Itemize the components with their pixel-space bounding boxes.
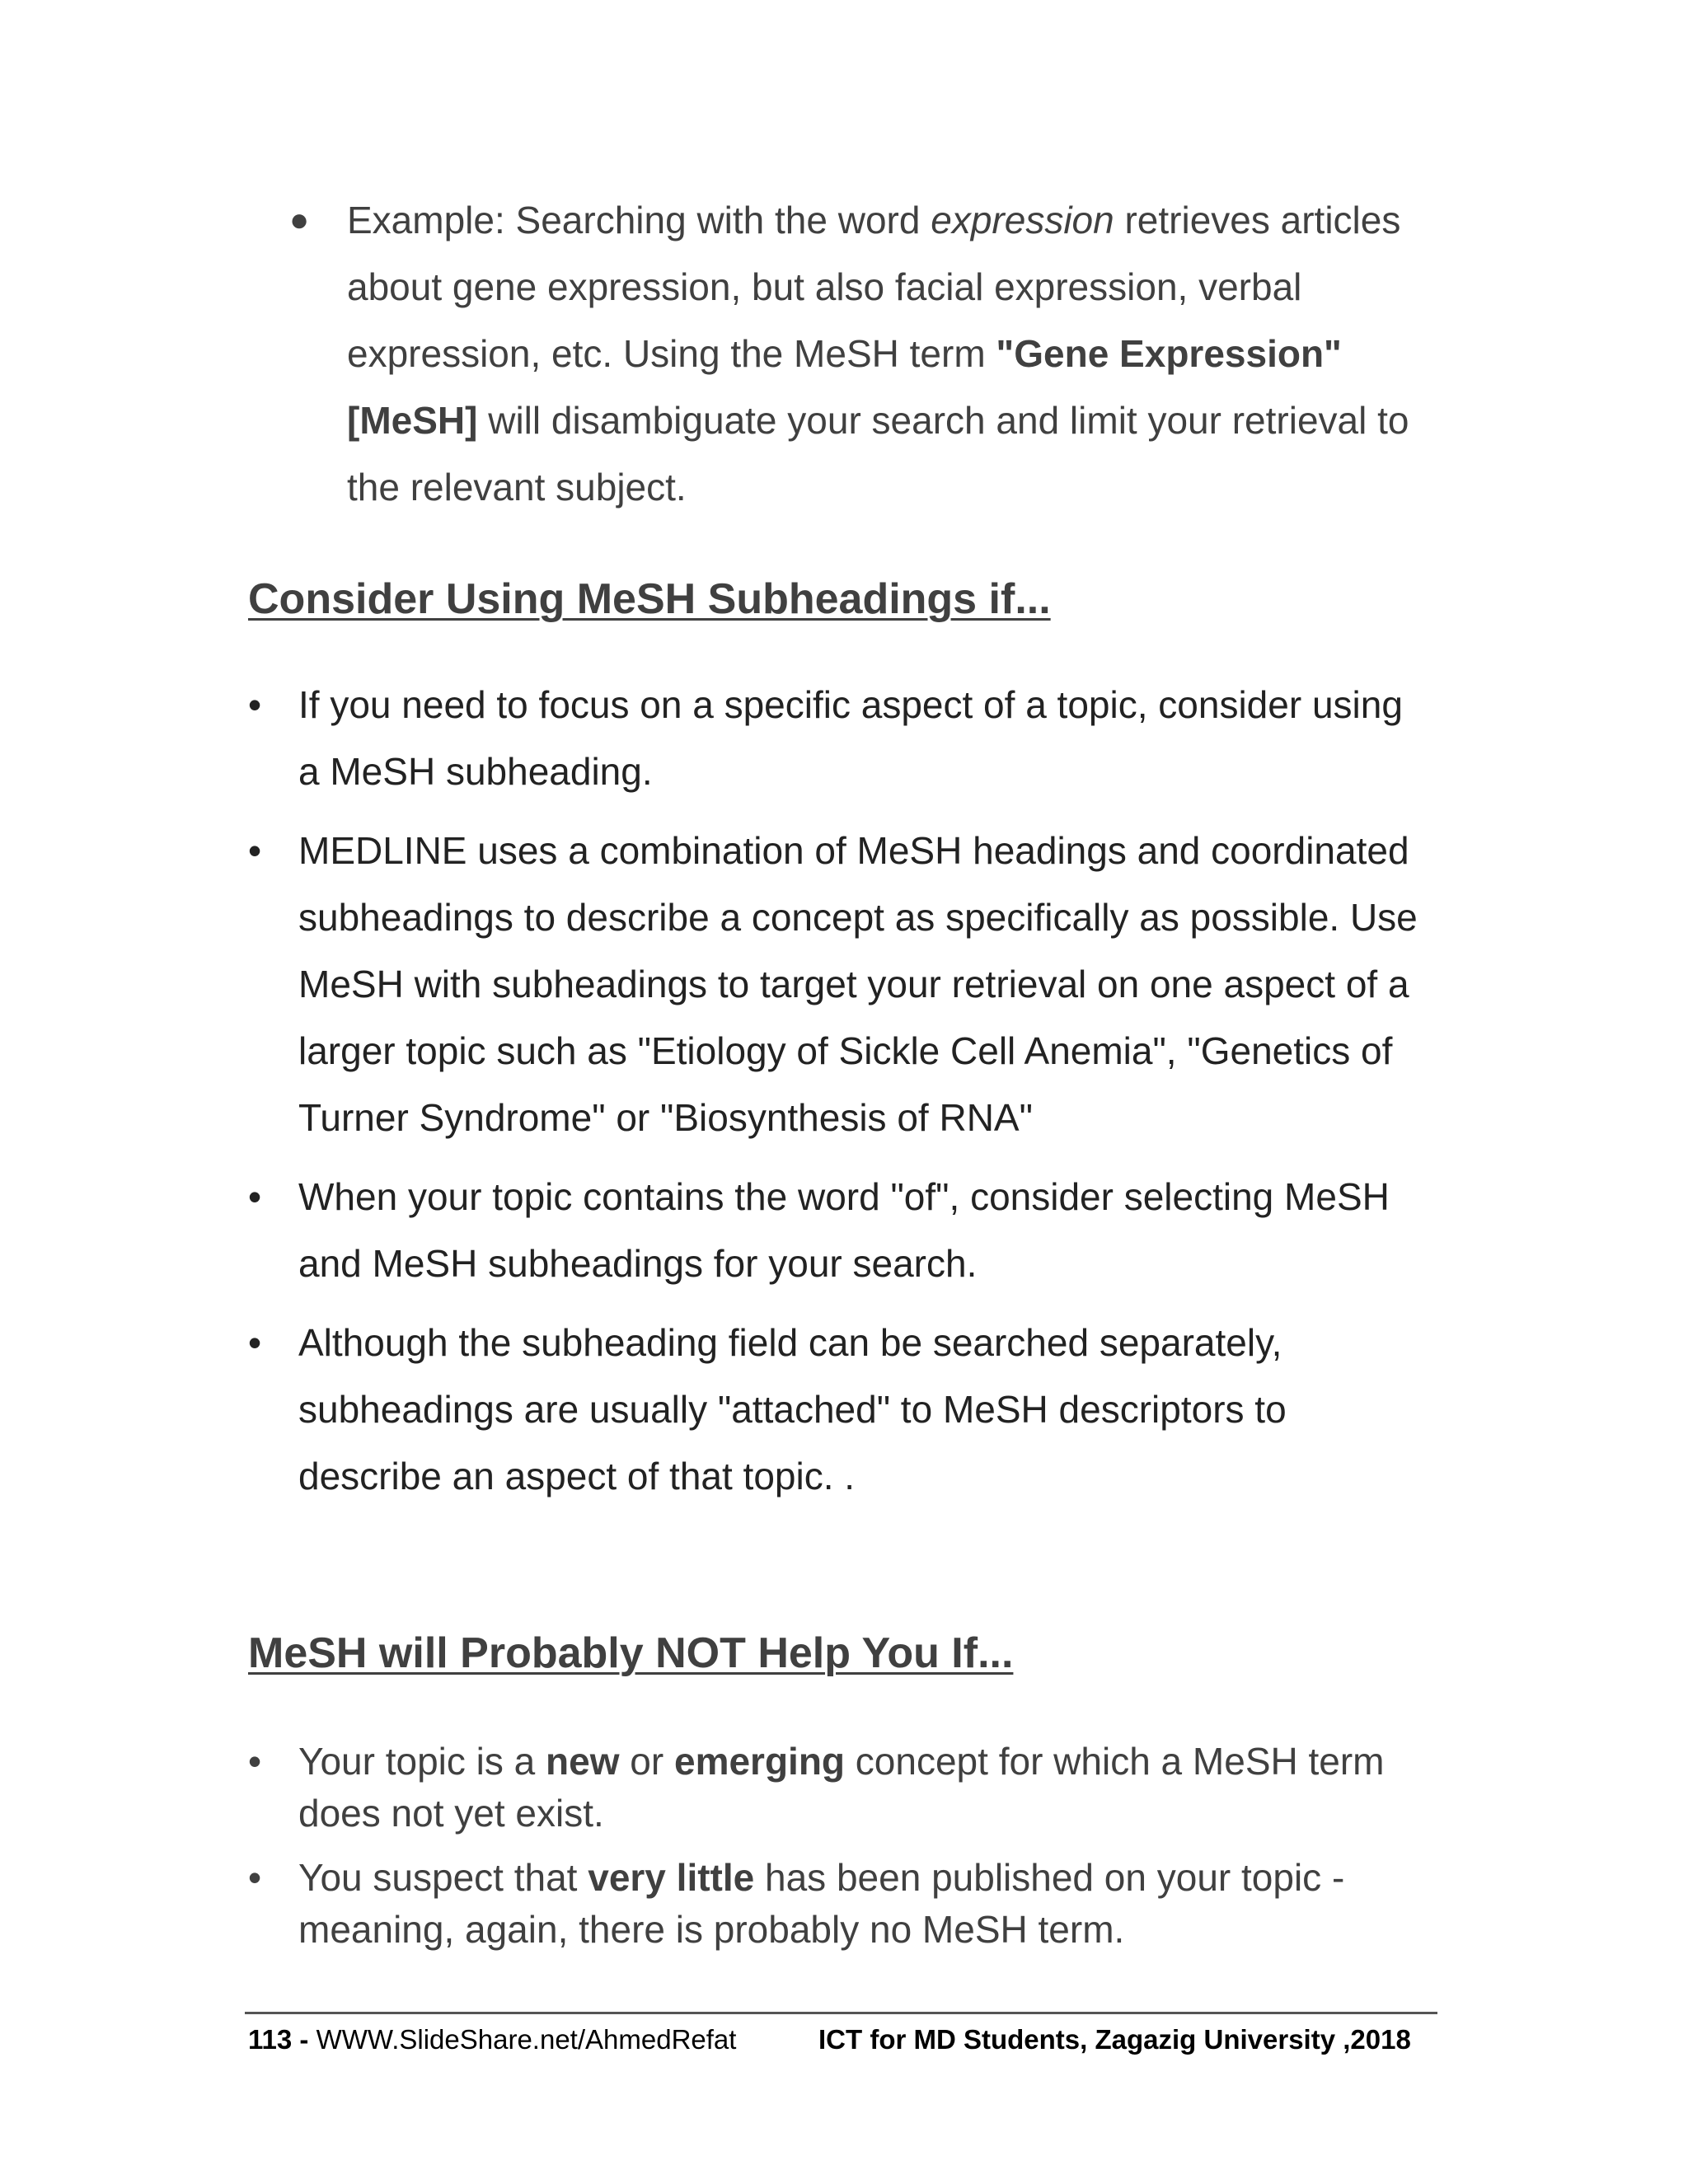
bullet-icon: • [248,683,262,726]
example-text: retrieves articles about gene expression, but also facial expression, verbal expression, etc. Using the MeSH term [347,199,1401,375]
example-italic-word: expression [931,199,1114,241]
emphasis-emerging: emerging [673,1740,846,1783]
list-item-text: has been published on your topic - meaning, again, there is probably no MeSH term. [298,1856,1345,1951]
example-lead: Example: Searching with the word [347,199,931,241]
list-item [248,1310,1418,1510]
list-item-text: MEDLINE uses a combination of MeSH headings and coordinated subheadings to describe a concept as specifically as possible. Use MeSH with subheadings to target your retrieval on one aspect of a larger topic such as "Etiology of Sickle Cell Anemia", "Genetics of Turner Syndrome" or "Biosynthesis of RNA" [298,829,1418,1139]
bullet-icon: ● [289,202,310,238]
bullet-icon: • [248,1321,262,1364]
bullet-icon: • [248,1740,262,1783]
list-item [248,1852,1418,1956]
footer-left [248,2024,736,2055]
bullet-icon: • [248,1856,262,1899]
bullet-icon: • [248,1175,262,1218]
list-item-text: If you need to focus on a specific aspect of a topic, consider using a MeSH subheading. [298,683,1403,793]
heading-subheadings: Consider Using MeSH Subheadings if... [248,575,1051,623]
page-footer [245,2012,1437,2064]
list-item [248,818,1418,1151]
list-item-text: Although the subheading field can be searched separately, subheadings are usually "attached" to MeSH descriptors to describe an aspect of that topic. . [298,1321,1287,1497]
example-paragraph [347,187,1418,521]
list-item-text: concept for which a MeSH term does not yet exist. [298,1740,1385,1835]
page-number: 113 - [248,2024,309,2055]
list-item [248,672,1418,805]
list-item [248,1736,1418,1840]
footer-url: WWW.SlideShare.net/AhmedRefat [316,2024,737,2055]
list-item-text: or [619,1740,674,1783]
subheadings-list [248,672,1418,1522]
not-help-list [248,1736,1418,1968]
emphasis-new: new [546,1740,620,1783]
list-item [248,1164,1418,1297]
bullet-icon: • [248,829,262,872]
list-item-text: You suspect that [298,1856,588,1899]
example-bullet-block [289,187,1418,521]
list-item-text: When your topic contains the word "of", consider selecting MeSH and MeSH subheadings for your search. [298,1175,1390,1285]
emphasis-very-little: very little [588,1856,755,1899]
example-mesh-term: "Gene Expression" [MeSH] [347,332,1342,442]
example-tail: will disambiguate your search and limit your retrieval to the relevant subject. [347,399,1409,509]
heading-not-help: MeSH will Probably NOT Help You If... [248,1629,1014,1677]
list-item-text: Your topic is a [298,1740,546,1783]
footer-course: ICT for MD Students, Zagazig University ,2018 [818,2024,1411,2055]
